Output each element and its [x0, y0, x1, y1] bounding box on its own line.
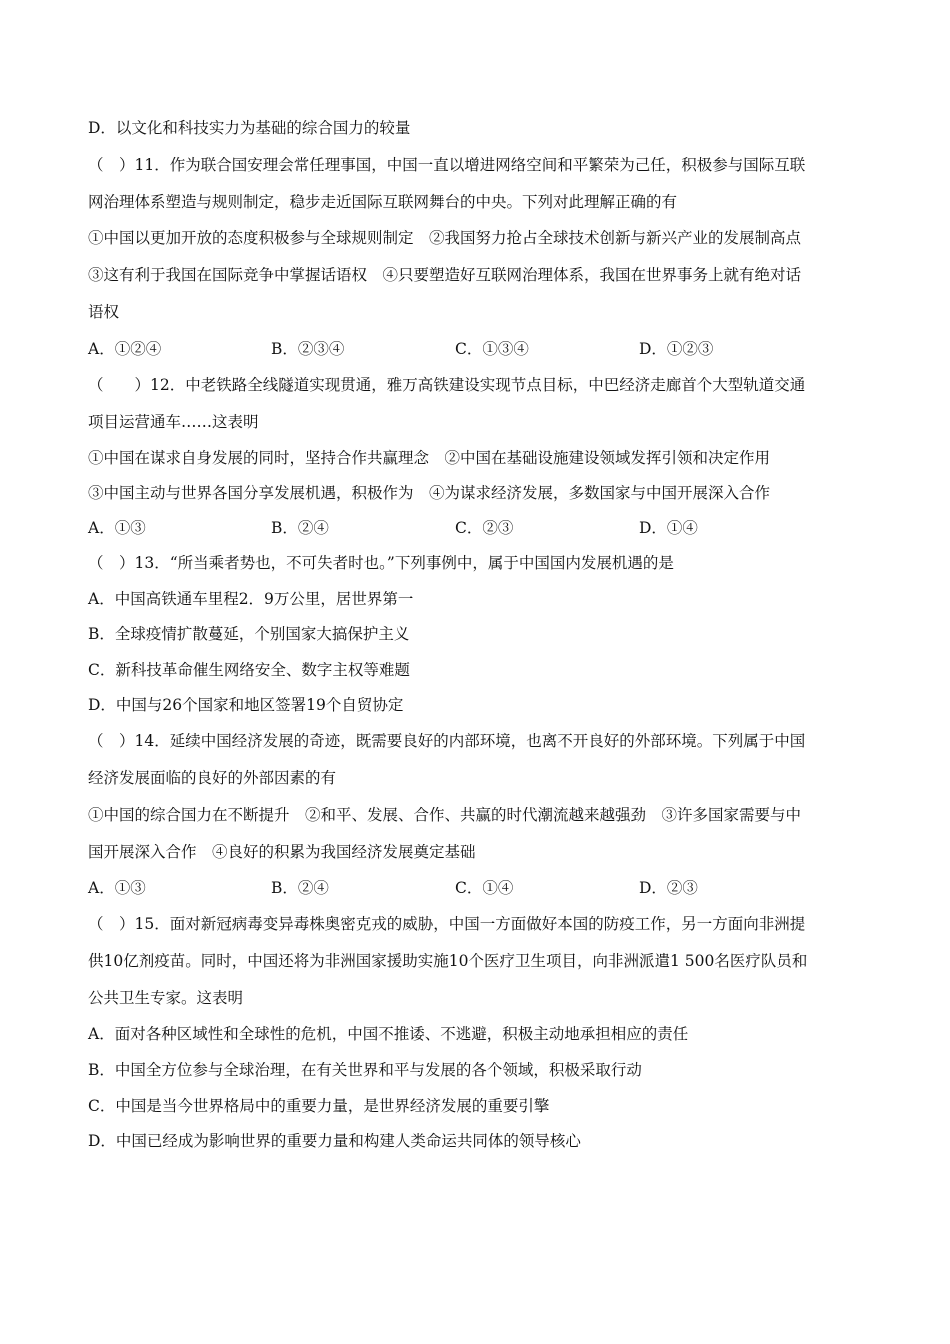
- q15-stem-line-1: （ ）15．面对新冠病毒变异毒株奥密克戎的威胁，中国一方面做好本国的防疫工作，另一方面向非洲提: [88, 915, 806, 933]
- q15-option-b: B．中国全方位参与全球治理，在有关世界和平与发展的各个领域，积极采取行动: [88, 1061, 642, 1079]
- q13-option-d: D．中国与26个国家和地区签署19个自贸协定: [88, 696, 404, 714]
- q11-stem-line-1: （ ）11．作为联合国安理会常任理事国，中国一直以增进网络空间和平繁荣为己任，积极参与国际互联: [88, 156, 806, 174]
- q12-option-c: C．②③: [455, 519, 514, 537]
- q13-stem-line-1: （ ）13．“所当乘者势也，不可失者时也。”下列事例中，属于中国国内发展机遇的是: [88, 554, 674, 572]
- q11-option-b: B．②③④: [271, 340, 345, 358]
- q14-option-b: B．②④: [271, 879, 329, 897]
- q15-stem-line-3: 公共卫生专家。这表明: [88, 989, 244, 1007]
- q12-option-a: A．①③: [88, 519, 146, 537]
- q11-statement-line-3: 语权: [88, 303, 120, 321]
- q15-option-c: C．中国是当今世界格局中的重要力量，是世界经济发展的重要引擎: [88, 1097, 550, 1115]
- q14-stem-line-2: 经济发展面临的良好的外部因素的有: [88, 769, 337, 787]
- q11-statement-line-1: ①中国以更加开放的态度积极参与全球规则制定 ②我国努力抢占全球技术创新与新兴产业的发展制高点: [88, 229, 802, 247]
- q13-option-c: C．新科技革命催生网络安全、数字主权等难题: [88, 661, 410, 679]
- q14-option-c: C．①④: [455, 879, 514, 897]
- q15-stem-line-2: 供10亿剂疫苗。同时，中国还将为非洲国家援助实施10个医疗卫生项目，向非洲派遣1 500名医疗队员和: [88, 952, 808, 970]
- q12-option-d: D．①④: [639, 519, 698, 537]
- q14-stem-line-1: （ ）14．延续中国经济发展的奇迹，既需要良好的内部环境，也离不开良好的外部环境。下列属于中国: [88, 732, 806, 750]
- q12-statement-line-2: ③中国主动与世界各国分享发展机遇，积极作为 ④为谋求经济发展，多数国家与中国开展深入合作: [88, 484, 771, 502]
- q11-option-c: C．①③④: [455, 340, 529, 358]
- q14-statement-line-2: 国开展深入合作 ④良好的积累为我国经济发展奠定基础: [88, 843, 476, 861]
- q13-option-a: A．中国高铁通车里程2．9万公里，居世界第一: [88, 590, 414, 608]
- q13-option-b: B．全球疫情扩散蔓延，个别国家大搞保护主义: [88, 625, 410, 643]
- prev-option-d: D．以文化和科技实力为基础的综合国力的较量: [88, 119, 411, 137]
- q12-stem-line-1: （ ）12．中老铁路全线隧道实现贯通，雅万高铁建设实现节点目标，中巴经济走廊首个大型轨道交通: [88, 376, 806, 394]
- q14-statement-line-1: ①中国的综合国力在不断提升 ②和平、发展、合作、共赢的时代潮流越来越强劲 ③许多国家需要与中: [88, 806, 802, 824]
- q11-statement-line-2: ③这有利于我国在国际竞争中掌握话语权 ④只要塑造好互联网治理体系，我国在世界事务上就有绝对话: [88, 266, 802, 284]
- q11-stem-line-2: 网治理体系塑造与规则制定，稳步走近国际互联网舞台的中央。下列对此理解正确的有: [88, 193, 678, 211]
- q12-stem-line-2: 项目运营通车……这表明: [88, 413, 259, 431]
- q14-option-a: A．①③: [88, 879, 146, 897]
- q12-statement-line-1: ①中国在谋求自身发展的同时，坚持合作共赢理念 ②中国在基础设施建设领域发挥引领和决定作用: [88, 449, 771, 467]
- q14-option-d: D．②③: [639, 879, 698, 897]
- q12-option-b: B．②④: [271, 519, 329, 537]
- q15-option-d: D．中国已经成为影响世界的重要力量和构建人类命运共同体的领导核心: [88, 1132, 581, 1150]
- q15-option-a: A．面对各种区域性和全球性的危机，中国不推诿、不逃避，积极主动地承担相应的责任: [88, 1025, 689, 1043]
- q11-option-d: D．①②③: [639, 340, 714, 358]
- q11-option-a: A．①②④: [88, 340, 162, 358]
